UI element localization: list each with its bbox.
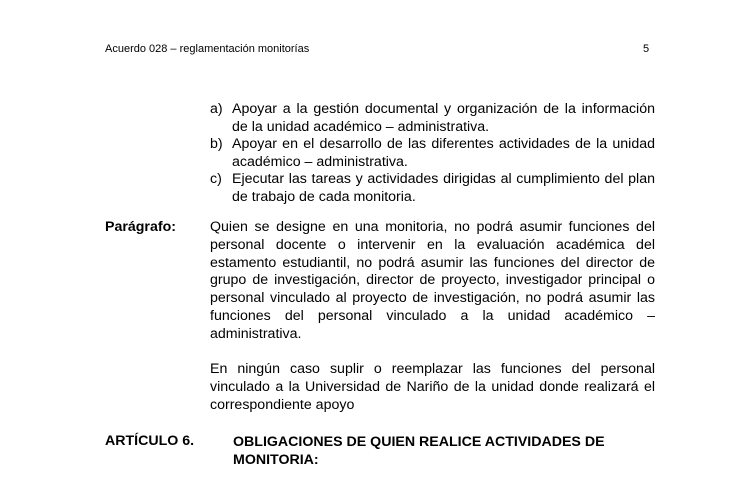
article-label: ARTÍCULO 6. (105, 433, 195, 449)
article-title: OBLIGACIONES DE QUIEN REALICE ACTIVIDADES DE MONITORIA: (233, 434, 605, 468)
page-number: 5 (643, 43, 650, 55)
list-item (210, 171, 655, 206)
list-item-text: Ejecutar las tareas y actividades dirigidas al cumplimiento del plan de trabajo de cada monitoria. (232, 171, 655, 205)
list-marker: a) (210, 101, 223, 117)
functions-list (210, 101, 655, 207)
list-item (210, 101, 655, 136)
paragrafo-text: Quien se designe en una monitoria, no podrá asumir funciones del personal docente o intervenir en la evaluación académica del estamento estudiantil, no podrá asumir las funciones del director de grupo de investigación, director de proyecto, investigador principal o personal vinculado al proyecto de investigación, no podrá asumir las funciones del personal vinculado a la unidad académico – administrativa. (210, 219, 655, 342)
list-item-text: Apoyar en el desarrollo de las diferentes actividades de la unidad académico – administrativa. (232, 136, 655, 170)
paragrafo-text-2: En ningún caso suplir o reemplazar las funciones del personal vinculado a la Universidad de Nariño de la unidad donde realizará el correspondiente apoyo (210, 361, 655, 413)
list-marker: b) (210, 136, 223, 153)
list-item-text: Apoyar a la gestión documental y organización de la información de la unidad académico – administrativa. (232, 101, 655, 135)
list-item (210, 136, 655, 171)
paragrafo-label: Parágrafo: (105, 219, 176, 235)
list-marker: c) (210, 171, 222, 188)
running-header: Acuerdo 028 – reglamentación monitorías (105, 43, 310, 55)
